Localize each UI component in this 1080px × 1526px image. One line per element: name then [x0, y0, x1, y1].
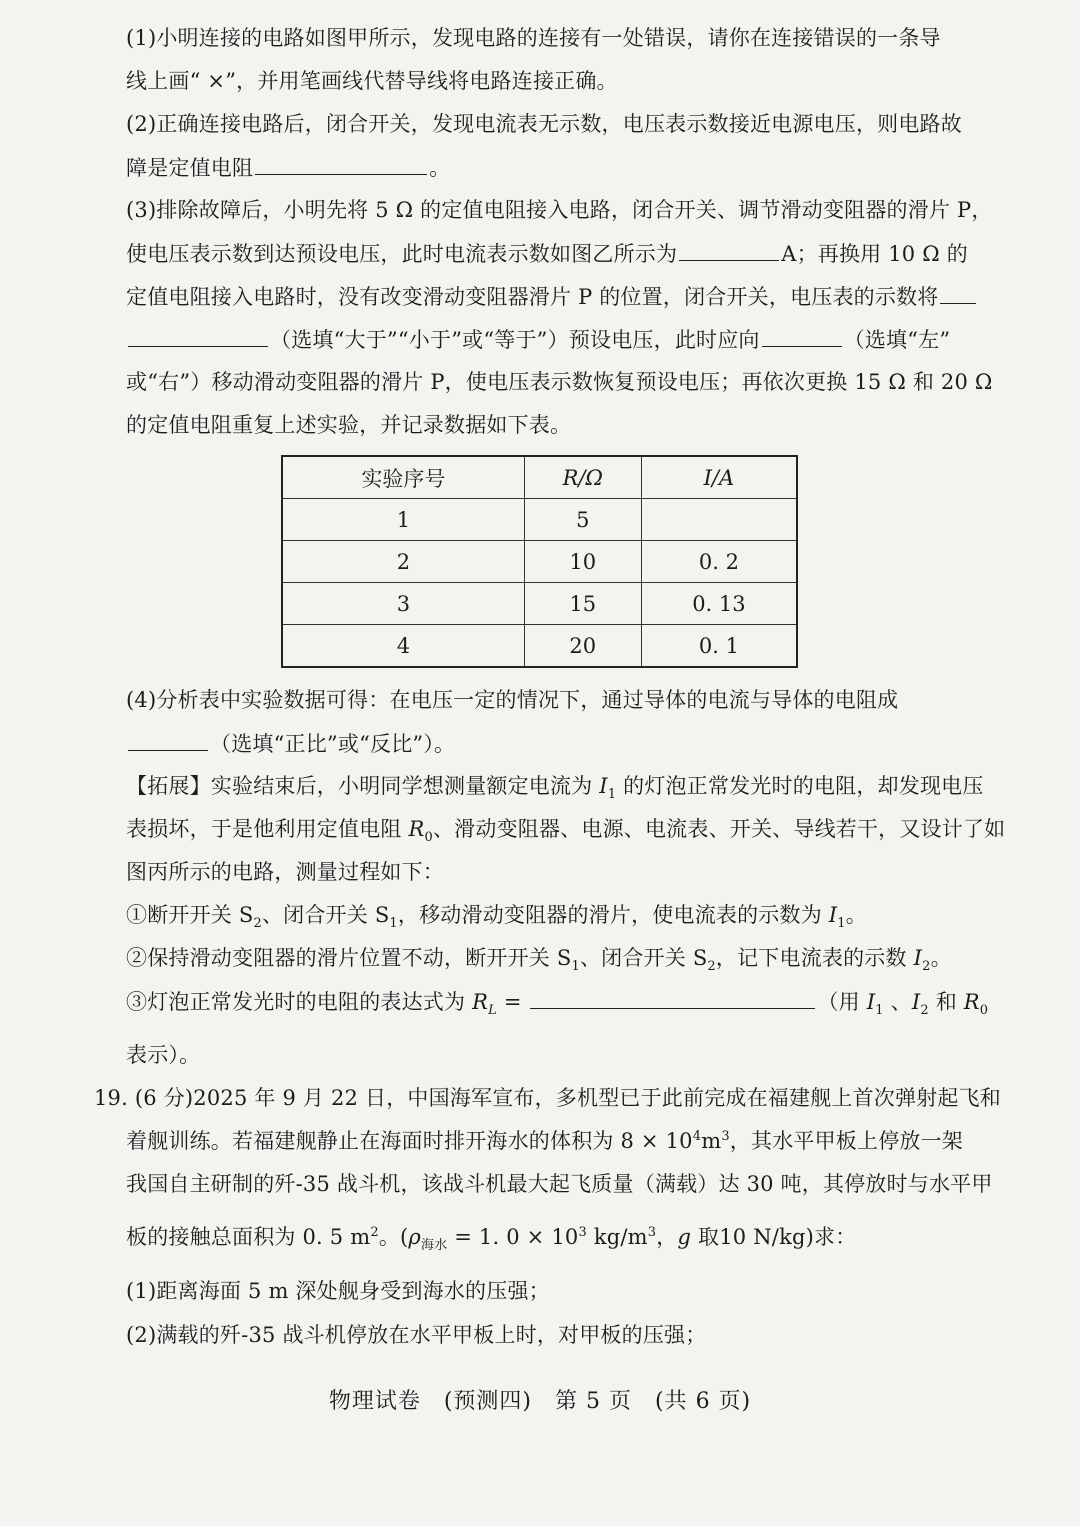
step3-text-e: 和	[928, 990, 964, 1014]
symbol-R: R	[963, 990, 980, 1014]
q19-text-c: ，其水平甲板上停放一架	[729, 1129, 963, 1153]
q19-text-e: 。(	[378, 1225, 409, 1249]
step3-text-a: ③灯泡正常发光时的电阻的表达式为	[126, 990, 473, 1014]
table-header-row	[282, 456, 797, 499]
step2-text-a: ②保持滑动变阻器的滑片位置不动，断开开关 S	[126, 946, 572, 970]
step2-text-c: ，记下电流表的示数	[715, 946, 914, 970]
direction-answer-blank[interactable]	[762, 324, 842, 347]
table-cell: 4	[282, 625, 524, 668]
table-cell: 20	[524, 625, 641, 668]
symbol-I: I	[828, 903, 838, 927]
step1-text-b: 、闭合开关 S	[261, 903, 390, 927]
table-cell: 1	[282, 499, 524, 541]
q18-part2-text: 障是定值电阻	[126, 156, 254, 180]
step1-text-c: ，移动滑动变阻器的滑片，使电流表的示数为	[397, 903, 829, 927]
q18-part3-text-a: 使电压表示数到达预设电压，此时电流表示数如图乙所示为	[126, 242, 678, 266]
q19-text-g: kg/m	[586, 1225, 648, 1249]
subscript-2: 2	[253, 916, 262, 932]
symbol-R: R	[472, 990, 489, 1014]
subscript-1: 1	[571, 959, 580, 975]
subscript-0: 0	[979, 1003, 989, 1019]
table-cell-empty	[641, 499, 797, 541]
superscript: 3	[647, 1225, 657, 1240]
superscript: 2	[370, 1225, 379, 1240]
q19-sub1: (1)距离海面 5 m 深处舰身受到海水的压强；	[126, 1279, 550, 1303]
extension-text-a: 【拓展】实验结束后，小明同学想测量额定电流为	[126, 774, 600, 798]
symbol-g: g	[677, 1225, 692, 1249]
extension-line1	[126, 771, 984, 801]
q18-part4-text: （选填“正比”或“反比”）。	[210, 732, 456, 756]
q19-sub2: (2)满载的歼-35 战斗机停放在水平甲板上时，对甲板的压强；	[126, 1323, 707, 1347]
q18-part3-line6: 的定值电阻重复上述实验，并记录数据如下表。	[126, 413, 572, 437]
subscript-1: 1	[389, 916, 398, 932]
subscript-2: 2	[707, 959, 716, 975]
subscript-seawater: 海水	[420, 1238, 448, 1254]
data-table	[281, 455, 798, 668]
table-cell: 2	[282, 541, 524, 583]
q19-text-a: 着舰训练。若福建舰静止在海面时排开海水的体积为 8 × 10	[126, 1129, 693, 1153]
fault-answer-blank[interactable]	[255, 152, 427, 175]
current-answer-blank[interactable]	[679, 238, 779, 261]
table-header-resistance: R/Ω	[524, 456, 641, 499]
subscript-2: 2	[922, 959, 931, 975]
q18-part1-line2: 线上画“ ×”，并用笔画线代替导线将电路连接正确。	[126, 69, 618, 93]
table-header-index: 实验序号	[282, 456, 524, 499]
extension-text-d: 、滑动变阻器、电源、电流表、开关、导线若干，又设计了如	[432, 817, 1006, 841]
voltage-answer-blank-start[interactable]	[940, 281, 976, 304]
q19-text-f: = 1. 0 × 10	[447, 1225, 579, 1249]
table-cell: 3	[282, 583, 524, 625]
extension-text-b: 的灯泡正常发光时的电阻，却发现电压	[616, 774, 984, 798]
q18-part3-line1: (3)排除故障后，小明先将 5 Ω 的定值电阻接入电路，闭合开关、调节滑动变阻器的滑片 P，	[126, 198, 993, 222]
subscript-L: L	[488, 1003, 497, 1019]
step2-line	[126, 943, 952, 973]
table-cell: 10	[524, 541, 641, 583]
q18-part4-line1: (4)分析表中实验数据可得：在电压一定的情况下，通过导体的电流与导体的电阻成	[126, 688, 899, 712]
superscript: 4	[692, 1129, 702, 1144]
step3-text-d: 、	[883, 990, 912, 1014]
extension-line2	[126, 814, 1005, 844]
q19-line2	[126, 1126, 963, 1156]
step3-line2: 表示）。	[126, 1043, 201, 1067]
symbol-I: I	[911, 990, 921, 1014]
table-row	[282, 625, 797, 668]
step2-text-d: 。	[930, 946, 952, 970]
page-footer: 物理试卷 (预测四) 第 5 页 (共 6 页)	[328, 1389, 752, 1414]
q19-line4	[126, 1222, 856, 1252]
step1-text-d: 。	[845, 903, 867, 927]
q19-text-b: m	[701, 1129, 722, 1153]
q18-part3-text-e: （选填“左”	[843, 328, 951, 352]
symbol-I: I	[599, 774, 608, 798]
table-header-current: I/A	[641, 456, 797, 499]
step1-text-a: ①断开开关 S	[126, 903, 254, 927]
q18-part3-text-b: A；再换用 10 Ω 的	[781, 242, 968, 266]
symbol-rho: ρ	[408, 1225, 421, 1249]
q18-part3-text-d: （选填“大于”“小于”或“等于”）预设电压，此时应向	[270, 328, 760, 352]
superscript: 3	[721, 1129, 730, 1144]
step1-line	[126, 900, 867, 930]
relation-answer-blank[interactable]	[128, 728, 208, 751]
q18-part3-line5: 或“右”）移动滑动变阻器的滑片 P，使电压表示数恢复预设电压；再依次更换 15 Ω 和 20 Ω	[126, 370, 993, 394]
q18-part1-line1: (1)小明连接的电路如图甲所示，发现电路的连接有一处错误，请你在连接错误的一条导	[126, 26, 941, 50]
subscript-2: 2	[920, 1003, 929, 1019]
q18-part3-line4	[126, 324, 950, 355]
q19-text-d: 板的接触总面积为 0. 5 m	[126, 1225, 371, 1249]
table-cell: 0. 13	[641, 583, 797, 625]
q18-part2-end: 。	[429, 156, 451, 180]
step3-line	[126, 986, 988, 1017]
table-row	[282, 541, 797, 583]
q18-part2-line2	[126, 152, 450, 183]
subscript-1: 1	[875, 1003, 884, 1019]
table-row	[282, 499, 797, 541]
table-cell: 15	[524, 583, 641, 625]
symbol-I: I	[913, 946, 923, 970]
q19-text-i: 取10 N/kg)求：	[691, 1225, 857, 1249]
symbol-I: I	[866, 990, 876, 1014]
step3-text-c: （用	[817, 990, 867, 1014]
table-cell: 5	[524, 499, 641, 541]
table-cell: 0. 1	[641, 625, 797, 668]
q19-line1: 19. (6 分)2025 年 9 月 22 日，中国海军宣布，多机型已于此前完成在福建舰上首次弹射起飞和	[94, 1086, 1001, 1110]
subscript-1: 1	[607, 787, 617, 803]
q18-part3-line2	[126, 238, 968, 269]
q18-part4-line2	[126, 728, 455, 759]
q18-part3-line3	[126, 281, 978, 312]
expression-answer-blank[interactable]	[530, 986, 815, 1009]
q19-text-h: ，	[656, 1225, 678, 1249]
table-cell: 0. 2	[641, 541, 797, 583]
step2-text-b: 、闭合开关 S	[579, 946, 708, 970]
superscript: 3	[578, 1225, 587, 1240]
q18-part2-line1: (2)正确连接电路后，闭合开关，发现电流表无示数，电压表示数接近电源电压，则电路故	[126, 112, 962, 136]
extension-text-c: 表损坏，于是他利用定值电阻	[126, 817, 409, 841]
voltage-answer-blank[interactable]	[128, 324, 268, 347]
step3-text-b: =	[496, 990, 529, 1014]
q19-line3: 我国自主研制的歼-35 战斗机，该战斗机最大起飞质量（满载）达 30 吨，其停放时与水平甲	[126, 1172, 993, 1196]
table-row	[282, 583, 797, 625]
subscript-1: 1	[837, 916, 846, 932]
symbol-R: R	[408, 817, 425, 841]
q18-part3-text-c: 定值电阻接入电路时，没有改变滑动变阻器滑片 P 的位置，闭合开关，电压表的示数将	[126, 285, 939, 309]
extension-line3: 图丙所示的电路，测量过程如下：	[126, 860, 444, 884]
subscript-0: 0	[424, 830, 433, 846]
